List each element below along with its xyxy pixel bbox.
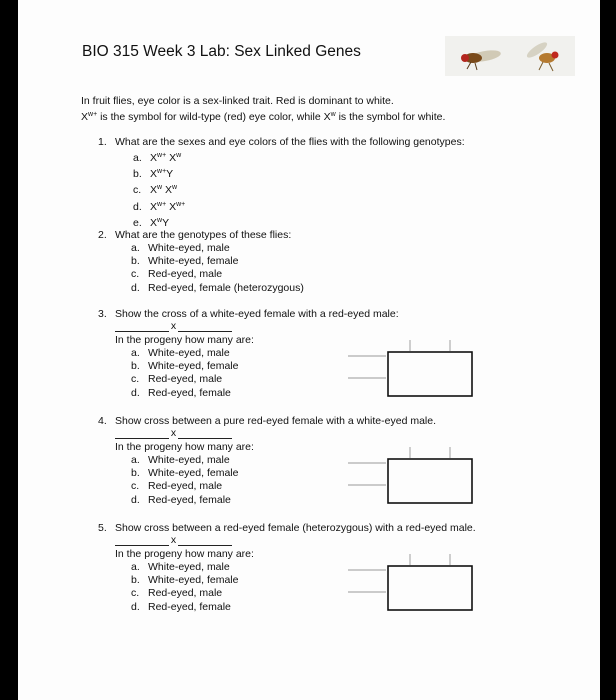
question-1-list (133, 149, 185, 230)
answer-blank[interactable] (178, 536, 232, 546)
answer-blank[interactable] (115, 322, 169, 332)
list-item: c. $X^w$ $X^w$ (133, 184, 178, 197)
list-item: c. Red-eyed, male (131, 587, 223, 600)
list-item: c. Red-eyed, male (131, 480, 223, 493)
cross-line-3: x (115, 320, 232, 332)
list-item: b. White-eyed, female (131, 467, 239, 480)
punnett-square[interactable] (348, 447, 478, 507)
question-4: 4. Show cross between a pure red-eyed female with a white-eyed male. (98, 415, 436, 427)
progeny-label: In the progeny how many are: (115, 548, 254, 560)
list-item: d. Red-eyed, female (131, 493, 231, 506)
list-item: a. White-eyed, male (131, 561, 230, 573)
question-3: 3. Show the cross of a white-eyed female with a red-eyed male: (98, 308, 399, 320)
list-item: c. Red-eyed, male (131, 268, 223, 281)
answer-blank[interactable] (178, 322, 232, 332)
list-item: b. $X^{w+}Y$ (133, 168, 174, 181)
progeny-label: In the progeny how many are: (115, 334, 254, 346)
list-item: d. Red-eyed, female (131, 600, 231, 613)
question-1: 1. What are the sexes and eye colors of the flies with the following genotypes: (98, 136, 465, 148)
intro-line-1: In fruit flies, eye color is a sex-linked trait. Red is dominant to white. (81, 95, 394, 107)
punnett-square[interactable] (348, 554, 478, 614)
list-item: e. $X^wY$ (133, 216, 170, 229)
answer-blank[interactable] (115, 536, 169, 546)
list-item: d. Red-eyed, female (131, 386, 231, 399)
intro-text (81, 95, 445, 124)
list-item: b. White-eyed, female (131, 574, 239, 587)
list-item: b. White-eyed, female (131, 255, 239, 268)
list-item: b. White-eyed, female (131, 360, 239, 373)
answer-blank[interactable] (115, 429, 169, 439)
cross-line-4: x (115, 427, 232, 439)
list-item: a. White-eyed, male (131, 242, 230, 254)
list-item: d. Red-eyed, female (heterozygous) (131, 281, 304, 294)
list-item: d. $X^{w+}$ $X^{w+}$ (133, 200, 186, 213)
list-item: a. $X^{w+}$ $X^w$ (133, 152, 182, 164)
list-item: a. White-eyed, male (131, 347, 230, 359)
list-item: c. Red-eyed, male (131, 373, 223, 386)
question-2: 2. What are the genotypes of these flies: (98, 229, 292, 241)
question-4-list (131, 454, 238, 507)
fruit-flies-image (445, 36, 575, 76)
punnett-square[interactable] (348, 340, 478, 400)
progeny-label: In the progeny how many are: (115, 441, 254, 453)
cross-line-5: x (115, 534, 232, 546)
intro-line-2: $X^{w+}$ is the symbol for wild-type (red) eye color, while $X^w$ is the symbol for white. (81, 111, 446, 123)
question-3-list (131, 347, 238, 400)
question-5-list (131, 561, 238, 614)
worksheet-page (18, 0, 600, 700)
page-title: BIO 315 Week 3 Lab: Sex Linked Genes (82, 43, 361, 60)
answer-blank[interactable] (178, 429, 232, 439)
question-2-list (131, 242, 304, 295)
question-5: 5. Show cross between a red-eyed female (heterozygous) with a red-eyed male. (98, 522, 476, 534)
list-item: a. White-eyed, male (131, 454, 230, 466)
